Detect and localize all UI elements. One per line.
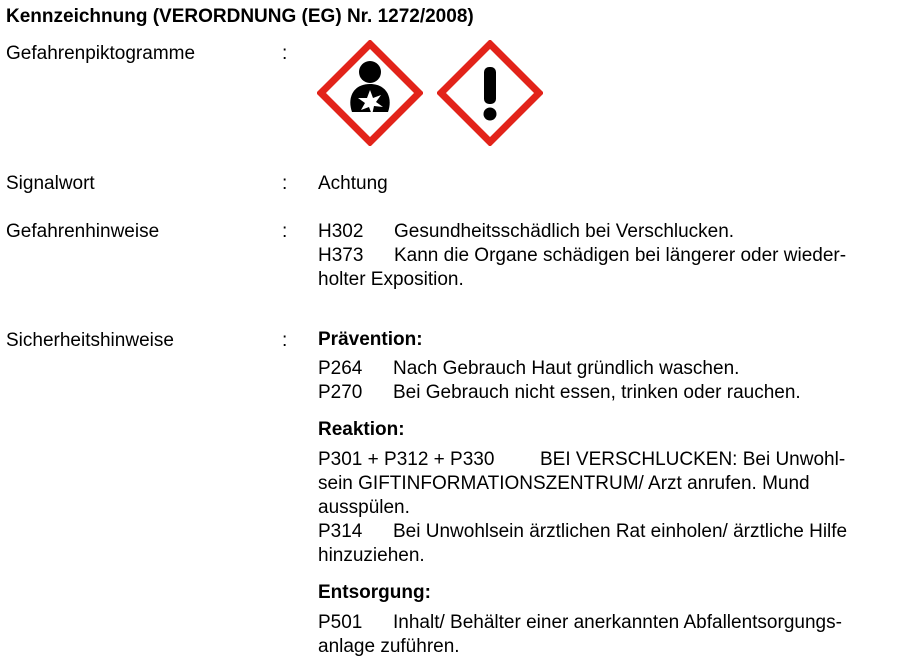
hazard-text: Gesundheitsschädlich bei Verschlucken. [394, 221, 735, 242]
health-hazard-pictogram-icon [317, 40, 423, 146]
precaution-text: Bei Unwohlsein ärztlichen Rat einholen/ ärztliche Hilfe [393, 521, 848, 542]
exclamation-mark-pictogram-icon [437, 40, 543, 146]
reaction-text-line: hinzuziehen. [318, 545, 425, 566]
prevention-heading: Prävention: [318, 329, 423, 350]
signal-word-value: Achtung [318, 173, 388, 194]
pictograms-label: Gefahrenpiktogramme [6, 43, 196, 64]
disposal-heading: Entsorgung: [318, 582, 431, 603]
colon: : [282, 43, 288, 64]
precaution-text: Nach Gebrauch Haut gründlich waschen. [393, 358, 740, 379]
hazard-text: Kann die Organe schädigen bei längerer oder wieder- [394, 245, 847, 266]
hazard-statement-continuation: holter Exposition. [318, 269, 464, 290]
disposal-text-line: anlage zuführen. [318, 636, 460, 657]
precaution-code: P270 [318, 382, 363, 403]
precaution-text: BEI VERSCHLUCKEN: Bei Unwohl- [540, 449, 846, 470]
colon: : [282, 173, 288, 194]
precaution-code: P301 + P312 + P330 [318, 449, 495, 470]
precaution-code: P501 [318, 612, 363, 633]
reaction-text-line: sein GIFTINFORMATIONSZENTRUM/ Arzt anrufen. Mund [318, 473, 810, 494]
precaution-code: P264 [318, 358, 363, 379]
precaution-text: Bei Gebrauch nicht essen, trinken oder rauchen. [393, 382, 801, 403]
hazard-statement-row [318, 244, 846, 268]
reaction-heading: Reaktion: [318, 419, 405, 440]
reaction-text-line: ausspülen. [318, 497, 410, 518]
hazard-code: H302 [318, 221, 364, 242]
precaution-code: P314 [318, 521, 363, 542]
colon: : [282, 221, 288, 242]
signal-word-label: Signalwort [6, 173, 95, 194]
prevention-row [318, 357, 739, 381]
prevention-row [318, 381, 801, 405]
reaction-row [318, 448, 845, 472]
precaution-text: Inhalt/ Behälter einer anerkannten Abfallentsorgungs- [393, 612, 842, 633]
hazard-code: H373 [318, 245, 364, 266]
precautionary-statements-label: Sicherheitshinweise [6, 330, 174, 351]
section-title: Kennzeichnung (VERORDNUNG (EG) Nr. 1272/2008) [6, 6, 474, 27]
hazard-statements-label: Gefahrenhinweise [6, 221, 160, 242]
hazard-statement-row [318, 220, 734, 244]
reaction-row [318, 520, 847, 544]
colon: : [282, 330, 288, 351]
disposal-row [318, 611, 842, 635]
